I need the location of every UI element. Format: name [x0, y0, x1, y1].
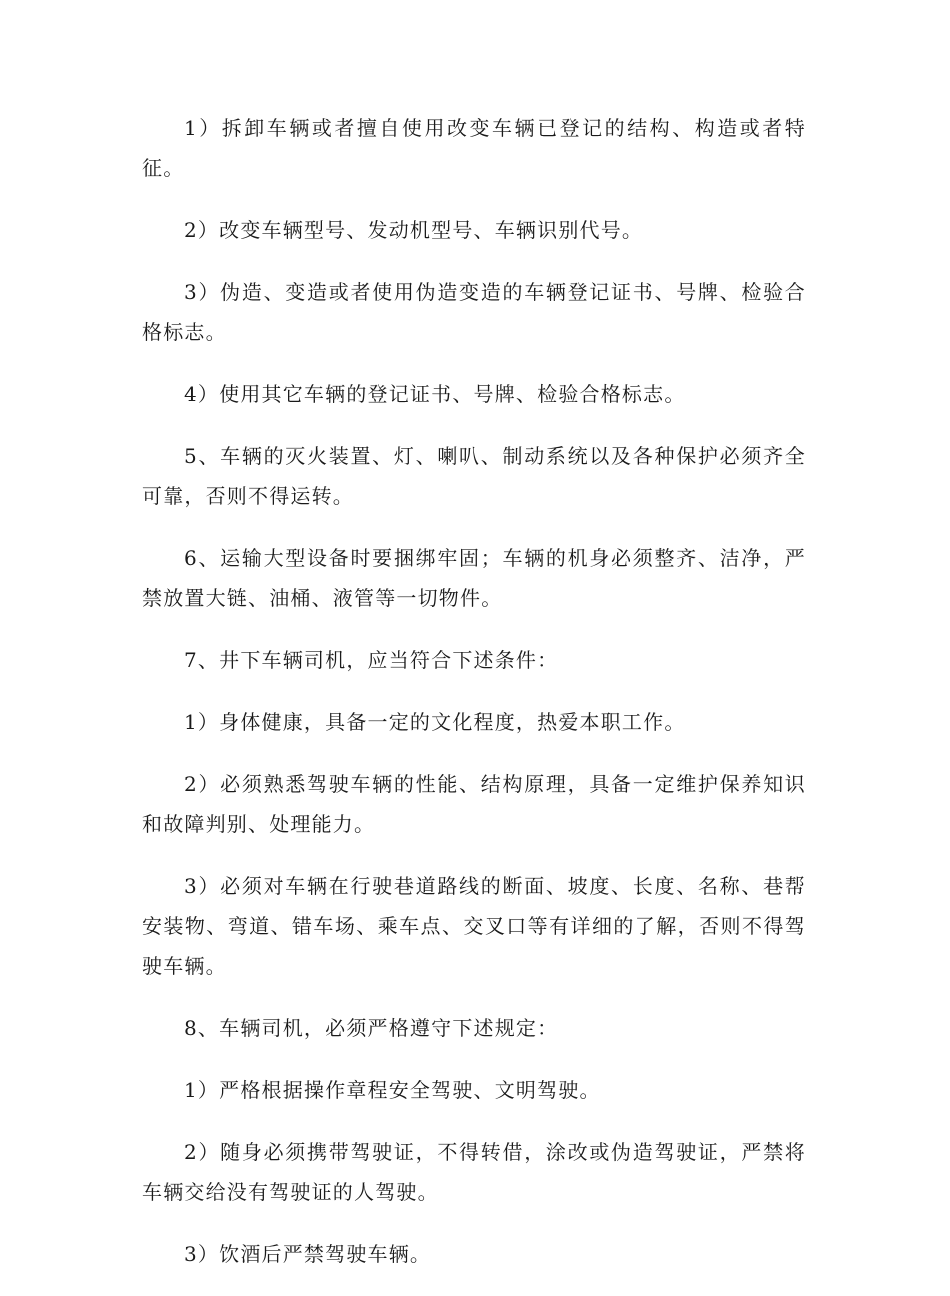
paragraph-9: 2）必须熟悉驾驶车辆的性能、结构原理，具备一定维护保养知识和故障判别、处理能力。: [142, 772, 806, 836]
paragraph-2: 2）改变车辆型号、发动机型号、车辆识别代号。: [184, 218, 644, 242]
paragraph-5: 5、车辆的灭火装置、灯、喇叭、制动系统以及各种保护必须齐全可靠，否则不得运转。: [142, 444, 806, 508]
document-body: [142, 108, 806, 1296]
paragraph-14: 3）饮酒后严禁驾驶车辆。: [184, 1242, 432, 1266]
paragraph-12: 1）严格根据操作章程安全驾驶、文明驾驶。: [184, 1078, 601, 1102]
paragraph-3: 3）伪造、变造或者使用伪造变造的车辆登记证书、号牌、检验合格标志。: [142, 280, 806, 344]
paragraph-11: 8、车辆司机，必须严格遵守下述规定：: [184, 1016, 559, 1040]
paragraph-8: 1）身体健康，具备一定的文化程度，热爱本职工作。: [184, 710, 686, 734]
paragraph-4: 4）使用其它车辆的登记证书、号牌、检验合格标志。: [184, 382, 686, 406]
paragraph-13: 2）随身必须携带驾驶证，不得转借，涂改或伪造驾驶证，严禁将车辆交给没有驾驶证的人驾驶。: [142, 1140, 806, 1204]
paragraph-7: 7、井下车辆司机，应当符合下述条件：: [184, 648, 559, 672]
paragraph-1: 1）拆卸车辆或者擅自使用改变车辆已登记的结构、构造或者特征。: [142, 116, 806, 180]
paragraph-6: 6、运输大型设备时要捆绑牢固；车辆的机身必须整齐、洁净，严禁放置大链、油桶、液管等一切物件。: [142, 546, 806, 610]
paragraph-10: 3）必须对车辆在行驶巷道路线的断面、坡度、长度、名称、巷帮安装物、弯道、错车场、乘车点、交叉口等有详细的了解，否则不得驾驶车辆。: [142, 874, 806, 978]
